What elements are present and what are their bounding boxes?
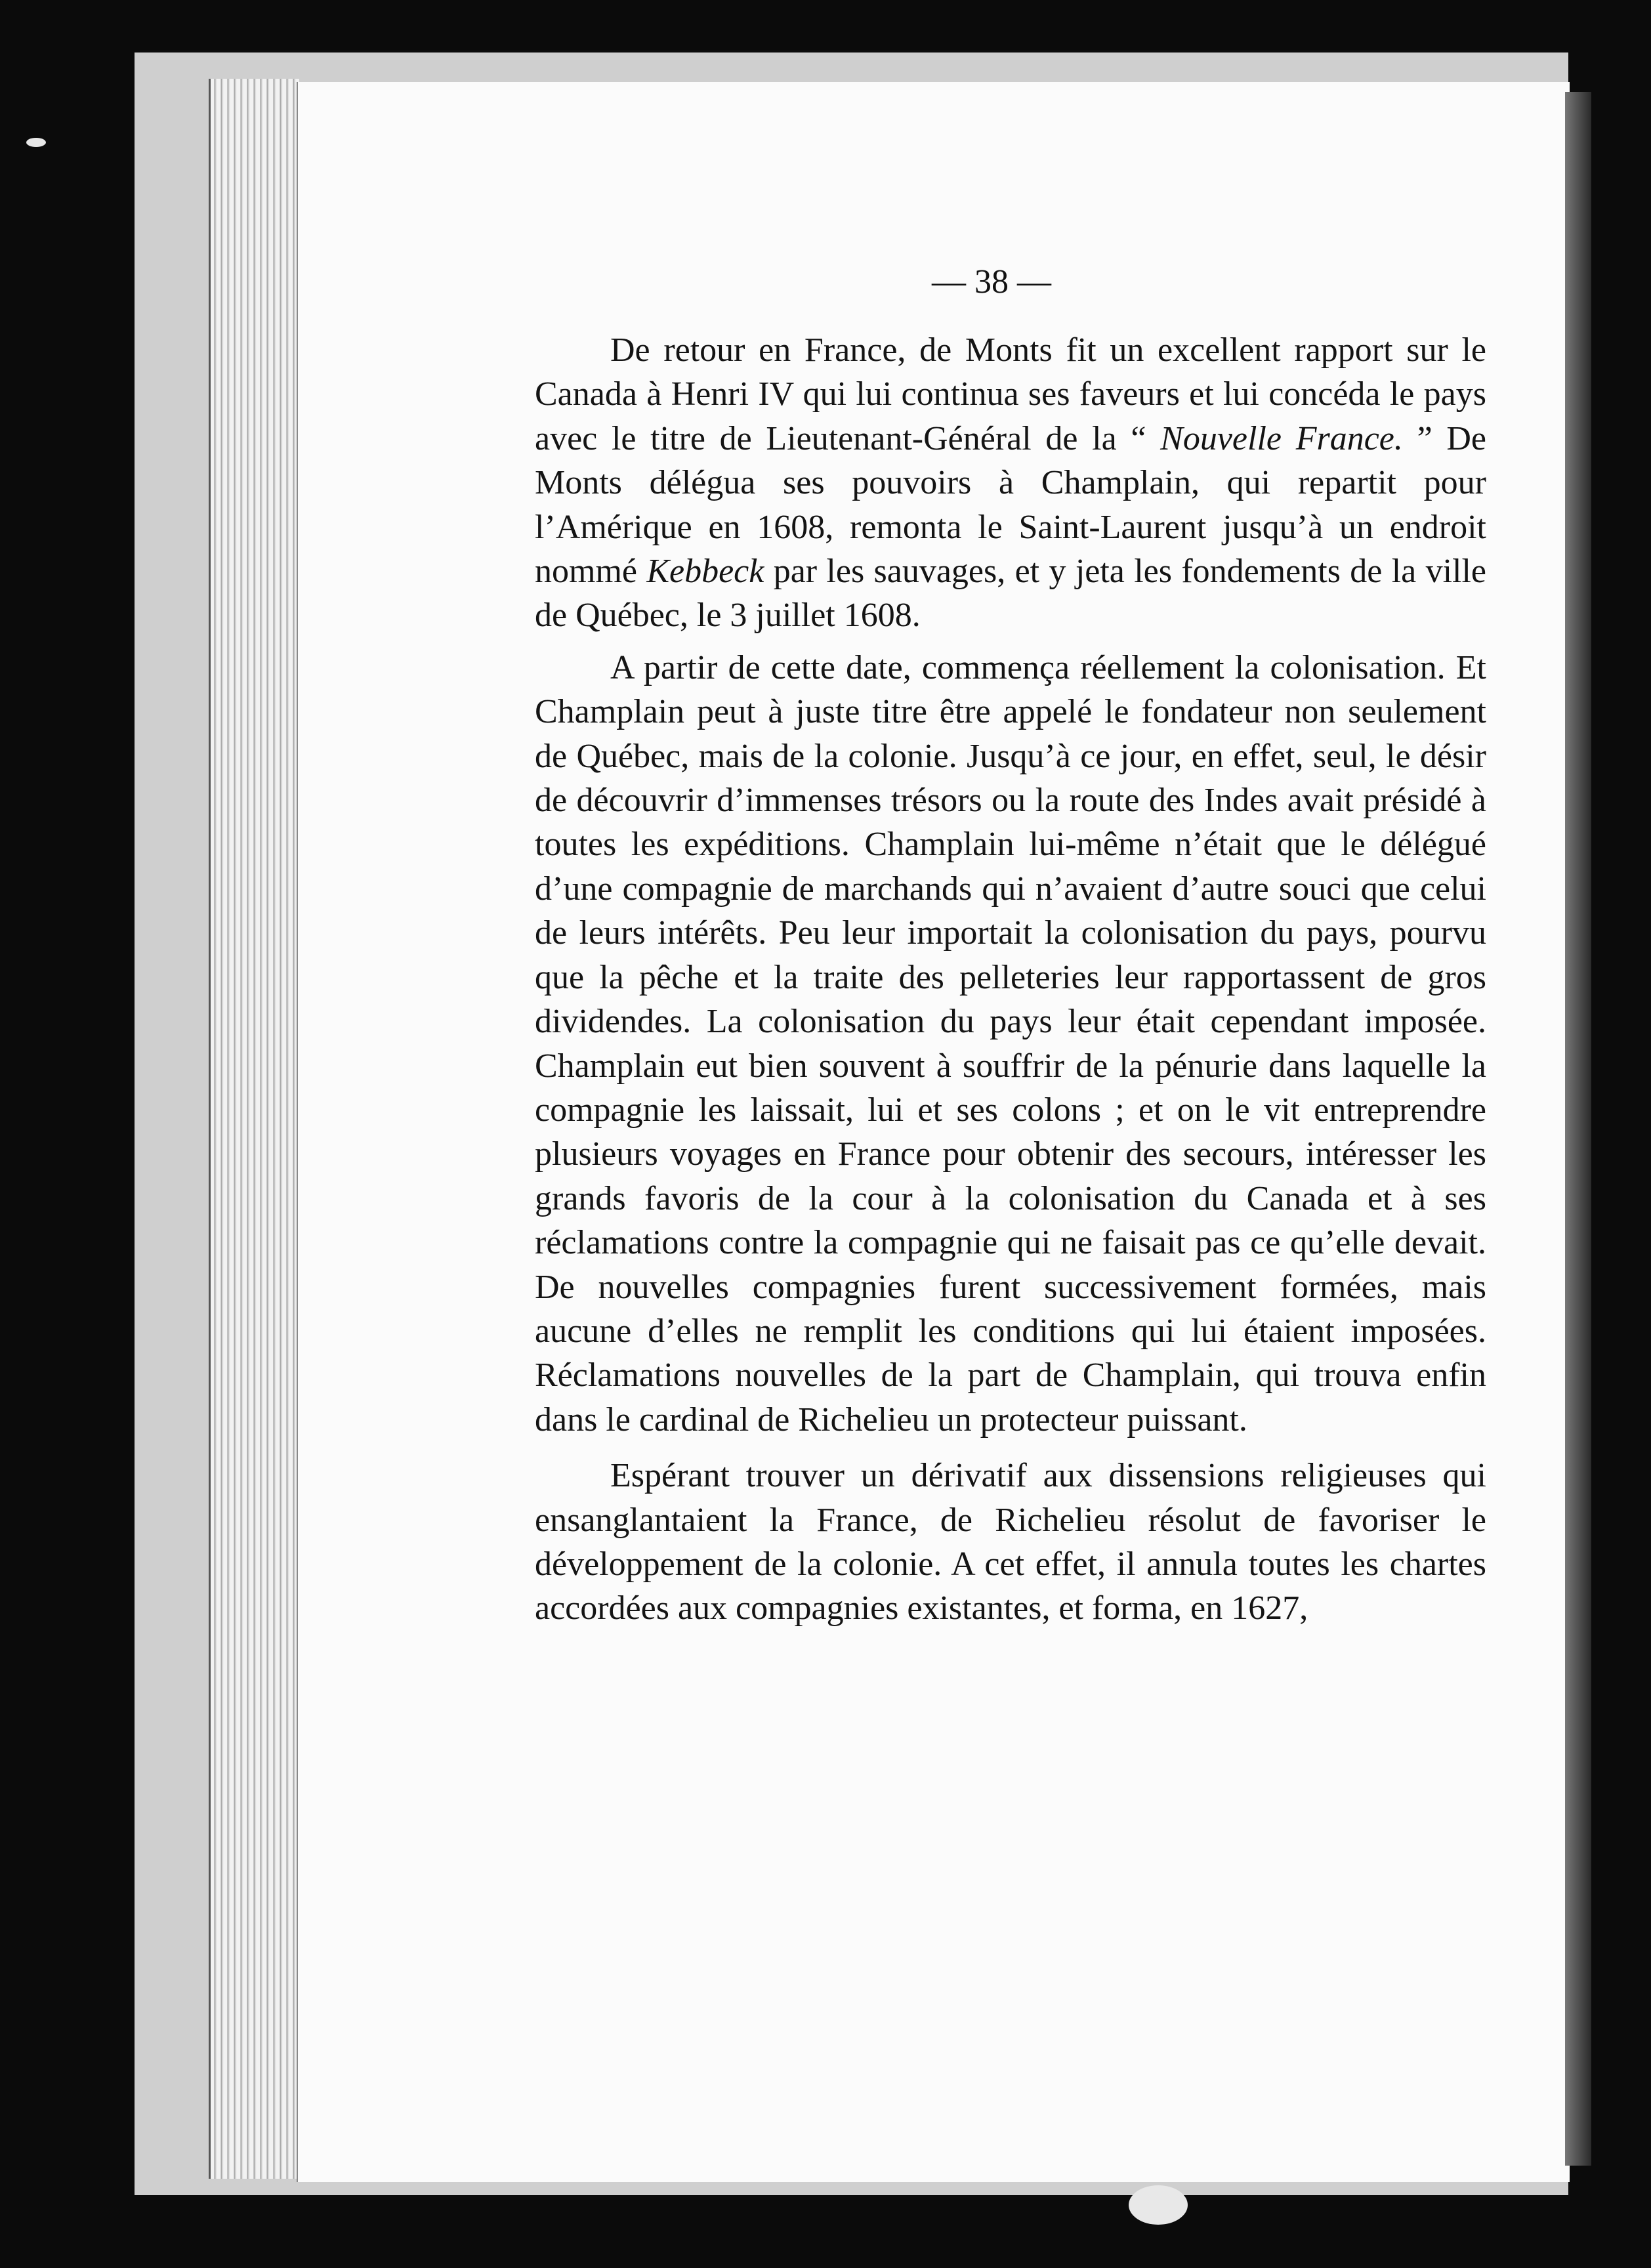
italic-title: Nouvelle France. [1160,419,1403,457]
text-run: ” De Monts délégua ses pouvoirs à Champlain, qui repartit pour l’Amérique en 1608, remonta le Saint-Laurent jusqu’à un endroit nommé [535,419,1486,591]
body-text [535,328,1486,1639]
paragraph [535,646,1486,1442]
page-edges [209,79,299,2179]
paragraph [535,1454,1486,1631]
dust-speck [1129,2185,1188,2225]
text-run: Espérant trouver un dérivatif aux dissensions religieuses qui ensanglantaient la France, de Richelieu résolut de favoriser le développement de la colonie. A cet effet, il annula toutes les chartes accordées aux compagnies existantes, et forma, en 1627, [535,1457,1486,1628]
text-run: par les sauvages, et y jeta les fondements de la ville de Québec, le 3 juillet 1608. [535,553,1486,635]
page-number: — 38 — [932,263,1051,301]
italic-name: Kebbeck [646,553,764,591]
text-run: De retour en France, de Monts fit un excellent rapport sur le Canada à Henri IV qui lui continua ses faveurs et lui concéda le pays avec le titre de Lieutenant-Général de la “ [535,331,1486,457]
paragraph [535,328,1486,638]
dust-speck [26,138,46,147]
page-shadow [1565,92,1591,2166]
text-run: A partir de cette date, commença réellement la colonisation. Et Champlain peut à juste titre être appelé le fondateur non seulement de Québec, mais de la colonie. Jusqu’à ce jour, en effet, seul, le désir de découvrir d’immenses trésors ou la route des Indes avait présidé à toutes les expéditions. Champlain lui-même n’était que le délégué d’une compagnie de marchands qui n’avaient d’autre souci que celui de leurs intérêts. Peu leur importait la colonisation du pays, pourvu que la pêche et la traite des pelleteries leur rapportassent de gros dividendes. La colonisation du pays leur était cependant imposée. Champlain eut bien souvent à souffrir de la pénurie dans laquelle la compagnie les laissait, lui et ses colons ; et on le vit entreprendre plusieurs voyages en France pour obtenir des secours, intéresser les grands favoris de la cour à la colonisation du Canada et à ses réclamations contre la compagnie qui ne faisait pas ce qu’elle devait. De nouvelles compagnies furent successivement formées, mais aucune d’elles ne remplit les conditions qui lui étaient imposées. Réclamations nouvelles de la part de Champlain, qui trouva enfin dans le cardinal de Richelieu un protecteur puissant. [535,648,1486,1438]
